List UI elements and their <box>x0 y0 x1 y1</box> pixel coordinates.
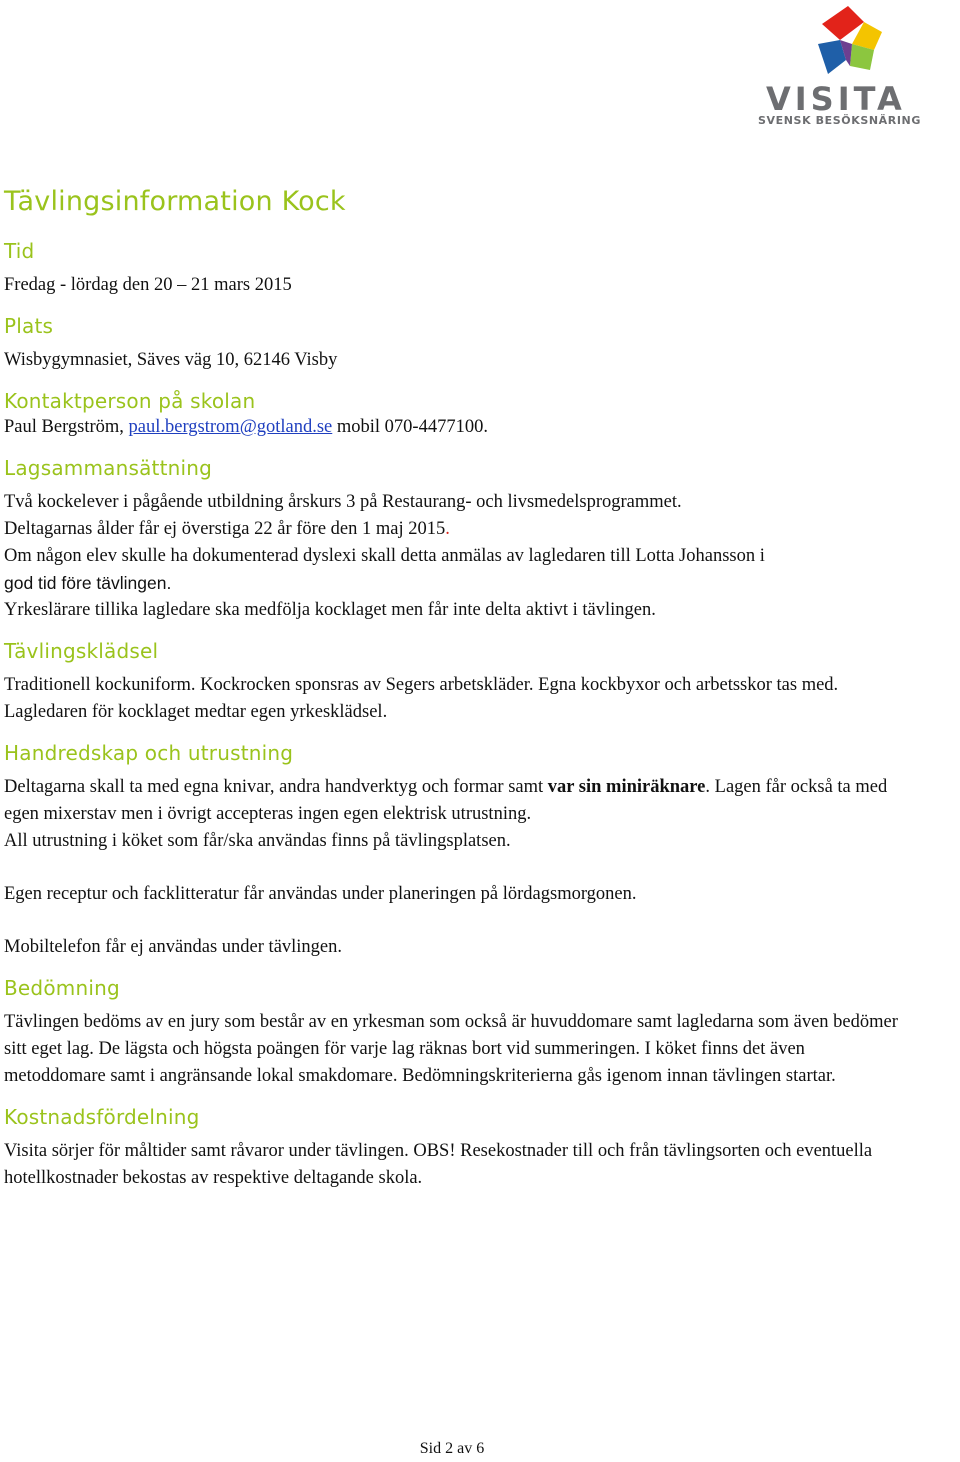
handredskap-p1-post: . Lagen får också ta med egen mixerstav men i övrigt accepteras ingen egen elektrisk utrustning. <box>4 777 888 824</box>
lag-line-4: god tid före tävlingen. <box>4 573 172 593</box>
heading-kostnadsfordelning: Kostnadsfördelning <box>4 1105 200 1129</box>
kontakt-name: Paul Bergström, <box>4 417 129 437</box>
handredskap-paragraph-1-line-3: All utrustning i köket som får/ska användas finns på tävlingsplatsen. <box>4 831 511 851</box>
kladsel-text: Traditionell kockuniform. Kockrocken sponsras av Segers arbetskläder. Egna kockbyxor och arbetsskor tas med. Lagledaren för kocklaget medtar egen yrkesklädsel. <box>4 675 839 722</box>
handredskap-paragraph-1 <box>4 774 904 828</box>
lag-line-1: Två kockelever i pågående utbildning årskurs 3 på Restaurang- och livsmedelsprogrammet. <box>4 492 682 512</box>
heading-handredskap: Handredskap och utrustning <box>4 741 294 765</box>
heading-tid: Tid <box>4 239 35 263</box>
lag-line-2 <box>4 516 904 543</box>
page-number: Sid 2 av 6 <box>419 1440 485 1457</box>
kontakt-text <box>4 414 904 441</box>
kontakt-mobile: mobil 070-4477100. <box>332 417 488 437</box>
lag-age-dot: . <box>445 519 450 539</box>
lag-line-3: Om någon elev skulle ha dokumenterad dyslexi skall detta anmälas av lagledaren till Lotta Johansson i <box>4 546 765 566</box>
logo-tagline: SVENSK BESÖKSNÄRING <box>758 114 921 127</box>
heading-kontakt: Kontaktperson på skolan <box>4 389 256 413</box>
lag-age-text: Deltagarnas ålder får ej överstiga 22 år före den 1 maj 2015 <box>4 519 446 539</box>
page-title: Tävlingsinformation Kock <box>4 186 346 217</box>
document-body <box>4 185 904 1192</box>
heading-bedomning: Bedömning <box>4 976 120 1000</box>
heading-tavlingskladsel: Tävlingsklädsel <box>4 639 159 663</box>
handredskap-paragraph-2: Egen receptur och facklitteratur får användas under planeringen på lördagsmorgonen. <box>4 884 637 904</box>
heading-lagsammansattning: Lagsammansättning <box>4 456 213 480</box>
visita-logo <box>752 0 960 128</box>
handredskap-p1-pre: Deltagarna skall ta med egna knivar, andra handverktyg och formar samt <box>4 777 548 797</box>
kostnad-text: Visita sörjer för måltider samt råvaror under tävlingen. OBS! Resekostnader till och från tävlingsorten och eventuella hotellkostnader bekostas av respektive deltagande skola. <box>4 1141 873 1188</box>
bedomning-text: Tävlingen bedöms av en jury som består av en yrkesman som också är huvuddomare samt lagledarna som även bedömer sitt eget lag. De lägsta och högsta poängen för varje lag räknas bort vid summeringen. I köket finns det även metoddomare samt i angränsande lokal smakdomare. Bedömningskriterierna gås igenom innan tävlingen startar. <box>4 1012 898 1086</box>
tid-text: Fredag - lördag den 20 – 21 mars 2015 <box>4 275 292 295</box>
kontakt-email-link[interactable]: paul.bergstrom@gotland.se <box>128 417 333 437</box>
heading-plats: Plats <box>4 314 54 338</box>
plats-text: Wisbygymnasiet, Säves väg 10, 62146 Visby <box>4 350 338 370</box>
logo-brand: VISITA <box>766 80 906 118</box>
lag-line-5: Yrkeslärare tillika lagledare ska medfölja kocklaget men får inte delta aktivt i tävlingen. <box>4 600 656 620</box>
handredskap-paragraph-3: Mobiltelefon får ej användas under tävlingen. <box>4 937 343 957</box>
handredskap-p1-bold: var sin miniräknare <box>547 777 706 797</box>
